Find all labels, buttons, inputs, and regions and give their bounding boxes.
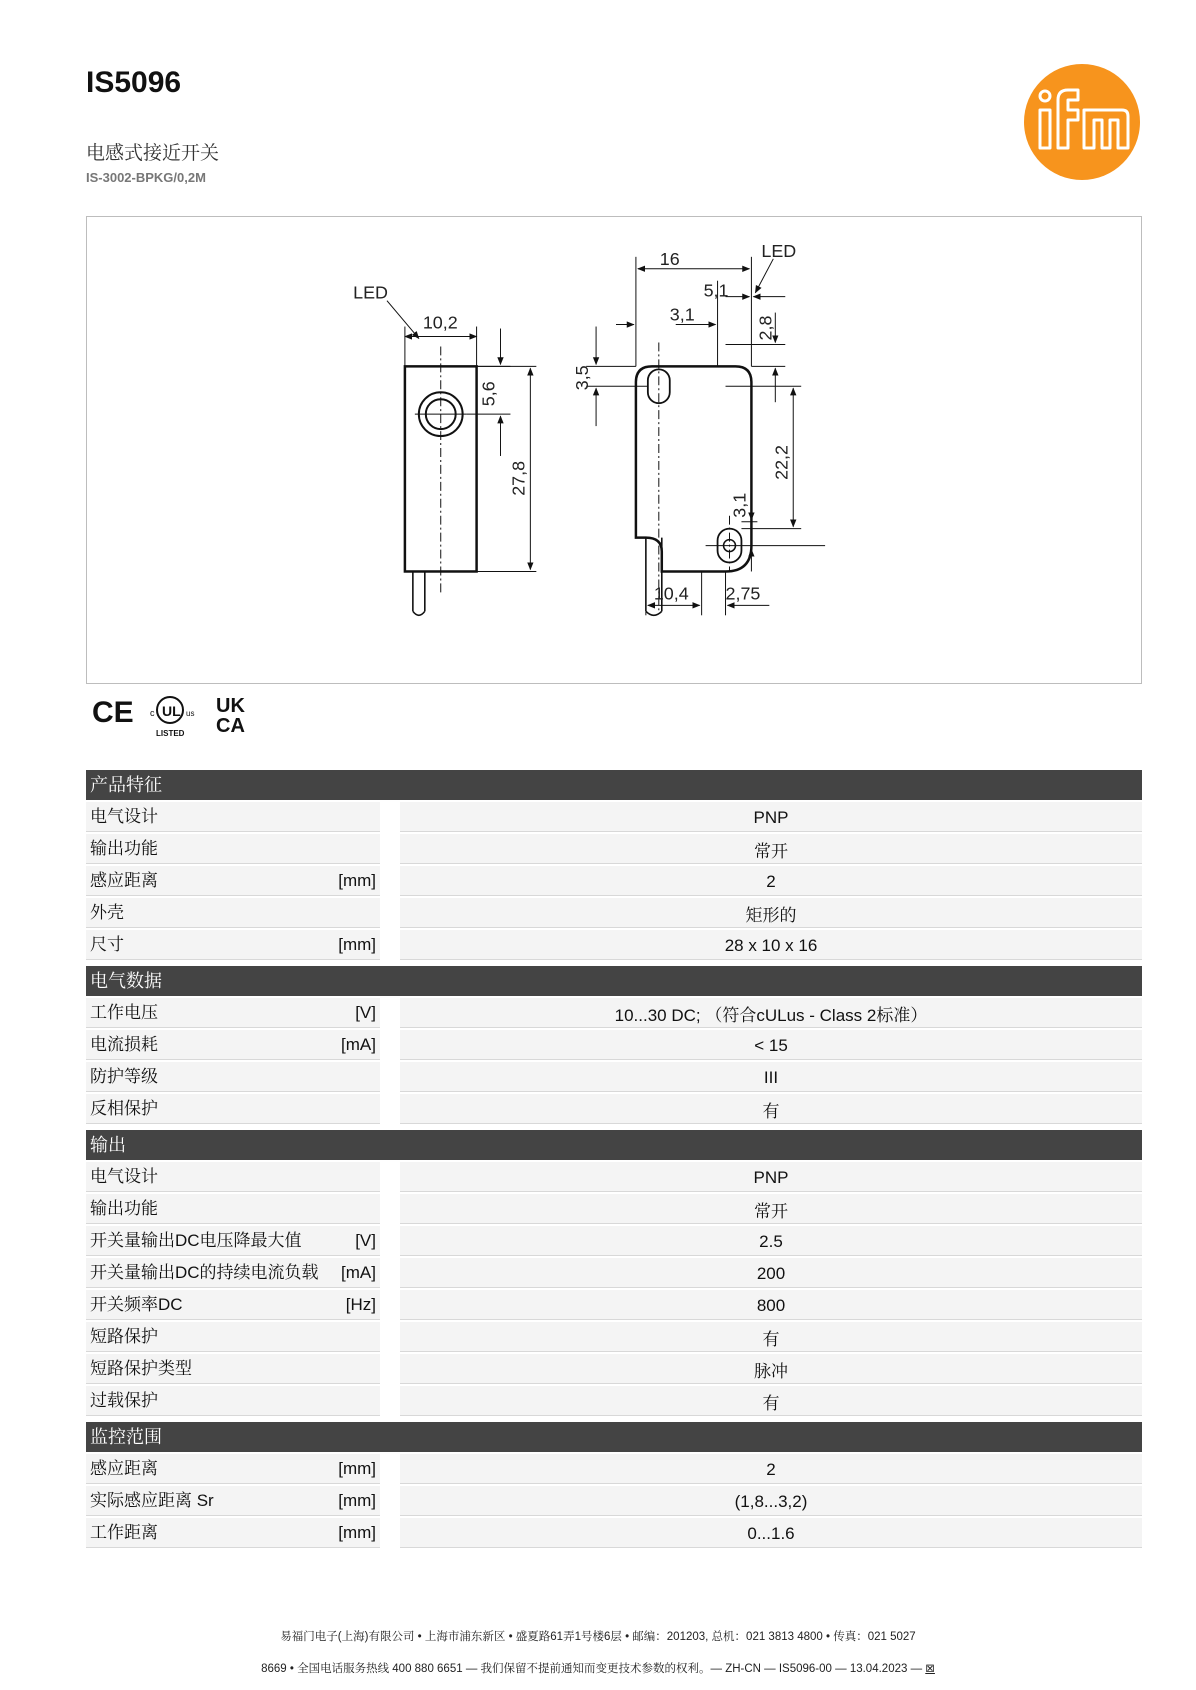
- left-dim-5-6: 5,6: [478, 381, 499, 407]
- left-dim-height: 27,8: [508, 460, 529, 496]
- right-view: [586, 257, 825, 615]
- spec-label-cell: [86, 834, 380, 864]
- spec-unit: [V]: [355, 1003, 376, 1022]
- footer-address: 易福门电子(上海)有限公司 • 上海市浦东新区 • 盛夏路61弄1号楼6层 • 邮编：201203, 总机：021 3813 4800 • 传真：021 5027: [280, 1631, 916, 1643]
- spec-row: [86, 1162, 1142, 1192]
- ul-c-mark: c: [150, 708, 155, 718]
- spec-label-cell: [86, 1454, 380, 1484]
- spec-row: [86, 1226, 1142, 1256]
- spec-label-cell: [86, 1194, 380, 1224]
- spec-label: 过载保护: [90, 1391, 158, 1410]
- spec-label-cell: [86, 1030, 380, 1060]
- spec-value: 0...1.6: [400, 1518, 1142, 1548]
- spec-label: 输出功能: [90, 1199, 158, 1218]
- spec-label-cell: [86, 802, 380, 832]
- ce-mark: CE: [92, 696, 134, 729]
- page-mark-icon: ⊠: [925, 1663, 935, 1675]
- spec-label: 外壳: [90, 903, 124, 922]
- spec-value: 脉冲: [400, 1354, 1142, 1384]
- spec-value: 800: [400, 1290, 1142, 1320]
- spec-unit: [mm]: [338, 1491, 376, 1510]
- spec-row: [86, 1062, 1142, 1092]
- spec-label-cell: [86, 1258, 380, 1288]
- spec-label: 短路保护: [90, 1327, 158, 1346]
- spec-row: [86, 1354, 1142, 1384]
- spec-value: III: [400, 1062, 1142, 1092]
- right-dim-3-1-top: 3,1: [669, 304, 695, 325]
- spec-value: 有: [400, 1386, 1142, 1416]
- spec-row: [86, 998, 1142, 1028]
- right-dim-16: 16: [659, 248, 680, 269]
- specifications-table: [86, 770, 1142, 1550]
- spec-label: 电流损耗: [90, 1035, 158, 1054]
- spec-label: 电气设计: [90, 1167, 158, 1186]
- right-dim-10-4: 10,4: [653, 583, 689, 604]
- spec-label-cell: [86, 1290, 380, 1320]
- spec-row: [86, 1322, 1142, 1352]
- spec-unit: [mm]: [338, 935, 376, 954]
- spec-label: 开关频率DC: [90, 1295, 183, 1314]
- spec-value: PNP: [400, 1162, 1142, 1192]
- spec-label-cell: [86, 1162, 380, 1192]
- spec-value: 矩形的: [400, 898, 1142, 928]
- spec-value: 2: [400, 1454, 1142, 1484]
- ukca-top: UK: [216, 695, 245, 717]
- spec-row: [86, 930, 1142, 960]
- spec-label-cell: [86, 1094, 380, 1124]
- spec-label: 感应距离: [90, 871, 158, 890]
- spec-value: (1,8...3,2): [400, 1486, 1142, 1516]
- right-dim-3-5: 3,5: [572, 365, 593, 391]
- ukca-bottom: CA: [216, 715, 245, 737]
- spec-label: 实际感应距离 Sr: [90, 1491, 214, 1510]
- spec-row: [86, 834, 1142, 864]
- spec-label: 开关量输出DC电压降最大值: [90, 1231, 302, 1250]
- right-dim-2-8: 2,8: [755, 315, 776, 341]
- ifm-logo: [1022, 62, 1142, 182]
- right-dim-2-75: 2,75: [725, 583, 761, 604]
- section-header: 电气数据: [86, 966, 1142, 996]
- spec-row: [86, 1290, 1142, 1320]
- product-title: IS5096: [86, 66, 182, 99]
- right-dim-3-1-bottom: 3,1: [729, 492, 750, 518]
- spec-value: 200: [400, 1258, 1142, 1288]
- spec-label-cell: [86, 930, 380, 960]
- product-subtitle: 电感式接近开关: [86, 143, 220, 164]
- dimension-drawing: [86, 216, 1142, 684]
- spec-row: [86, 1386, 1142, 1416]
- spec-value: 常开: [400, 1194, 1142, 1224]
- spec-row: [86, 1194, 1142, 1224]
- spec-label-cell: [86, 1354, 380, 1384]
- section-header: 输出: [86, 1130, 1142, 1160]
- spec-unit: [V]: [355, 1231, 376, 1250]
- spec-label-cell: [86, 1062, 380, 1092]
- footer-legal-text: 8669 • 全国电话服务热线 400 880 6651 — 我们保留不提前通知而变更技术参数的权利。— ZH-CN — IS5096-00 — 13.04.2023 —: [261, 1663, 926, 1675]
- section-header: 产品特征: [86, 770, 1142, 800]
- spec-row: [86, 1258, 1142, 1288]
- spec-label-cell: [86, 1518, 380, 1548]
- spec-value: 有: [400, 1322, 1142, 1352]
- spec-value: 有: [400, 1094, 1142, 1124]
- spec-unit: [mm]: [338, 871, 376, 890]
- spec-unit: [mA]: [341, 1035, 376, 1054]
- spec-value: 28 x 10 x 16: [400, 930, 1142, 960]
- section-header: 监控范围: [86, 1422, 1142, 1452]
- footer-legal: [0, 1660, 1196, 1676]
- spec-label: 工作电压: [90, 1003, 158, 1022]
- right-dim-22-2: 22,2: [771, 445, 792, 480]
- spec-label-cell: [86, 998, 380, 1028]
- spec-unit: [mm]: [338, 1523, 376, 1542]
- spec-label-cell: [86, 1386, 380, 1416]
- spec-row: [86, 1094, 1142, 1124]
- spec-value: PNP: [400, 802, 1142, 832]
- spec-value: 常开: [400, 834, 1142, 864]
- spec-label-cell: [86, 1226, 380, 1256]
- spec-label: 电气设计: [90, 807, 158, 826]
- spec-row: [86, 866, 1142, 896]
- product-model: IS-3002-BPKG/0,2M: [86, 170, 206, 185]
- spec-value: 2: [400, 866, 1142, 896]
- spec-label-cell: [86, 1486, 380, 1516]
- spec-label: 感应距离: [90, 1459, 158, 1478]
- left-led-label: LED: [353, 282, 388, 303]
- ul-us-mark: us: [186, 709, 195, 718]
- spec-label-cell: [86, 1322, 380, 1352]
- spec-label: 短路保护类型: [90, 1359, 192, 1378]
- spec-value: < 15: [400, 1030, 1142, 1060]
- spec-value: 10...30 DC; （符合cULus - Class 2标准）: [400, 998, 1142, 1028]
- spec-label-cell: [86, 866, 380, 896]
- spec-row: [86, 1454, 1142, 1484]
- right-dim-5-1: 5,1: [703, 280, 729, 301]
- spec-label: 工作距离: [90, 1523, 158, 1542]
- spec-unit: [mA]: [341, 1263, 376, 1282]
- spec-row: [86, 1030, 1142, 1060]
- spec-row: [86, 898, 1142, 928]
- spec-unit: [mm]: [338, 1459, 376, 1478]
- spec-label-cell: [86, 898, 380, 928]
- right-led-label: LED: [761, 240, 797, 261]
- ul-mark: UL: [162, 703, 181, 719]
- spec-row: [86, 1518, 1142, 1548]
- spec-row: [86, 802, 1142, 832]
- spec-row: [86, 1486, 1142, 1516]
- certification-marks: [92, 690, 272, 742]
- spec-label: 尺寸: [90, 935, 124, 954]
- spec-value: 2.5: [400, 1226, 1142, 1256]
- spec-label: 防护等级: [90, 1067, 158, 1086]
- ul-listed-mark: LISTED: [156, 729, 185, 738]
- spec-label: 开关量输出DC的持续电流负载: [90, 1263, 319, 1282]
- left-dim-width: 10,2: [422, 312, 458, 333]
- left-view: [387, 301, 536, 616]
- spec-unit: [Hz]: [345, 1295, 376, 1314]
- spec-label: 输出功能: [90, 839, 158, 858]
- spec-label: 反相保护: [90, 1099, 158, 1118]
